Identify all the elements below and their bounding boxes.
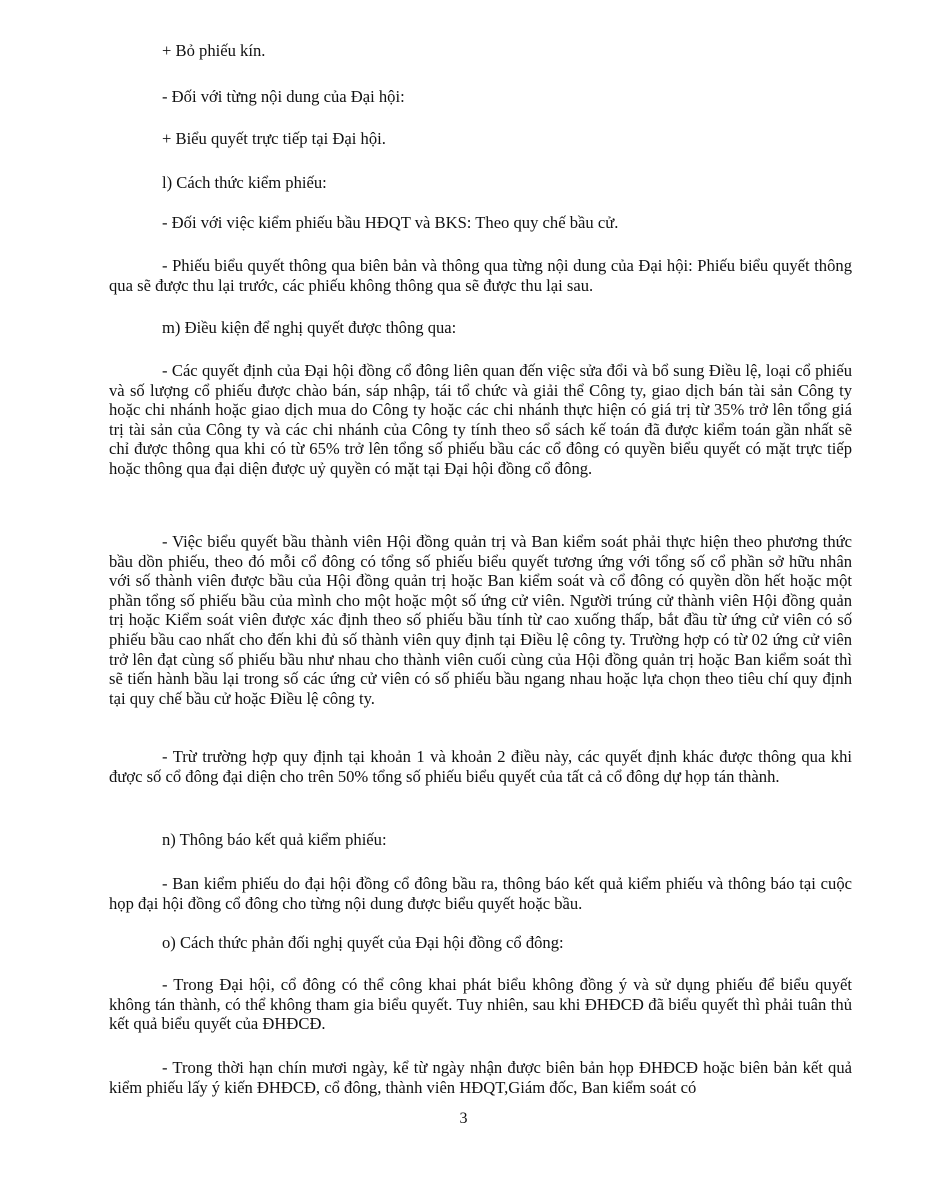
section-o-heading: o) Cách thức phản đối nghị quyết của Đại hội đồng cổ đông:	[162, 933, 564, 952]
paragraph-ninety-days: - Trong thời hạn chín mươi ngày, kể từ ngày nhận được biên bản họp ĐHĐCĐ hoặc biên bản kết quả kiểm phiếu lấy ý kiến ĐHĐCĐ, cổ đông, thành viên HĐQT,Giám đốc, Ban kiểm soát có	[109, 1058, 852, 1097]
paragraph-objection-during-meeting: - Trong Đại hội, cổ đông có thể công khai phát biểu không đồng ý và sử dụng phiếu để biểu quyết không tán thành, có thể không tham gia biểu quyết. Tuy nhiên, sau khi ĐHĐCĐ đã biểu quyết thì phải tuân thủ kết quả biểu quyết của ĐHĐCĐ.	[109, 975, 852, 1034]
paragraph-other-decisions: - Trừ trường hợp quy định tại khoản 1 và khoản 2 điều này, các quyết định khác được thông qua khi được số cổ đông đại diện cho trên 50% tổng số phiếu biểu quyết của tất cả cổ đông dự họp tán thành.	[109, 747, 852, 786]
paragraph-cumulative-voting: - Việc biểu quyết bầu thành viên Hội đồng quản trị và Ban kiểm soát phải thực hiện theo phương thức bầu dồn phiếu, theo đó mỗi cổ đông có tổng số phiếu biểu quyết tương ứng với tổng số cổ phần sở hữu nhân với số thành viên được bầu của Hội đồng quản trị hoặc Ban kiểm soát và cổ đông có quyền dồn hết hoặc một phần tổng số phiếu bầu của mình cho một hoặc một số ứng cử viên. Người trúng cử thành viên Hội đồng quản trị hoặc Kiểm soát viên được xác định theo số phiếu bầu tính từ cao xuống thấp, bắt đầu từ ứng cử viên có số phiếu bầu cao nhất cho đến khi đủ số thành viên quy định tại Điều lệ công ty. Trường hợp có từ 02 ứng cử viên trở lên đạt cùng số phiếu bầu như nhau cho thành viên cuối cùng của Hội đồng quản trị hoặc Ban kiểm soát thì sẽ tiến hành bầu lại trong số các ứng cử viên có số phiếu bầu ngang nhau hoặc lựa chọn theo tiêu chí quy định tại quy chế bầu cử hoặc Điều lệ công ty.	[109, 532, 852, 708]
section-m-heading: m) Điều kiện để nghị quyết được thông qua:	[162, 318, 457, 337]
paragraph-vote-counting-hdqt-bks: - Đối với việc kiểm phiếu bầu HĐQT và BKS: Theo quy chế bầu cử.	[162, 213, 619, 232]
paragraph-each-content-heading: - Đối với từng nội dung của Đại hội:	[162, 87, 405, 106]
section-n-heading: n) Thông báo kết quả kiểm phiếu:	[162, 830, 387, 849]
paragraph-ballot-collection: - Phiếu biểu quyết thông qua biên bản và thông qua từng nội dung của Đại hội: Phiếu biểu quyết thông qua sẽ được thu lại trước, các phiếu không thông qua sẽ được thu lại sau.	[109, 256, 852, 295]
paragraph-65-percent-resolution: - Các quyết định của Đại hội đồng cổ đông liên quan đến việc sửa đổi và bổ sung Điều lệ, loại cổ phiếu và số lượng cổ phiếu được chào bán, sáp nhập, tái tổ chức và giải thể Công ty, giao dịch bán tài sản Công ty hoặc chi nhánh hoặc giao dịch mua do Công ty hoặc các chi nhánh thực hiện có giá trị từ 35% trở lên tổng giá trị tài sản của Công ty và các chi nhánh của Công ty tính theo sổ sách kế toán đã được kiểm toán gần nhất sẽ chỉ được thông qua khi có từ 65% trở lên tổng số phiếu bầu các cổ đông có quyền biểu quyết có mặt trực tiếp hoặc thông qua đại diện được uỷ quyền có mặt tại Đại hội đồng cổ đông.	[109, 361, 852, 478]
section-l-heading: l) Cách thức kiểm phiếu:	[162, 173, 327, 192]
page-number: 3	[459, 1110, 468, 1127]
paragraph-counting-committee: - Ban kiểm phiếu do đại hội đồng cổ đông bầu ra, thông báo kết quả kiểm phiếu và thông báo tại cuộc họp đại hội đồng cổ đông cho từng nội dung được biểu quyết hoặc bầu.	[109, 874, 852, 913]
paragraph-secret-ballot: + Bỏ phiếu kín.	[162, 41, 266, 60]
paragraph-direct-voting: + Biểu quyết trực tiếp tại Đại hội.	[162, 129, 386, 148]
